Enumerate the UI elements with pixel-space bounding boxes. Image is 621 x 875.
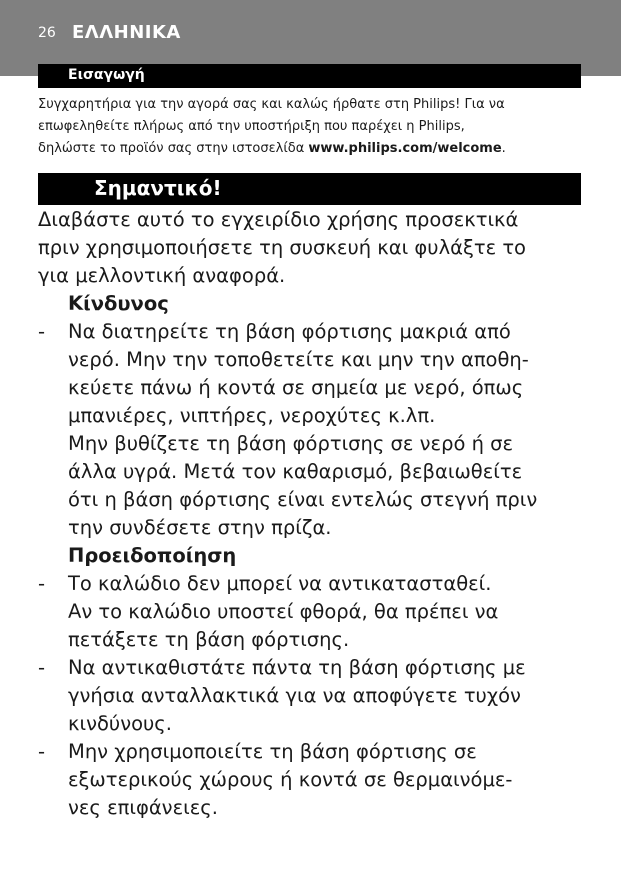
warning-line: εξωτερικούς χώρους ή κοντά σε θερμαινόμε-: [68, 768, 513, 791]
list-dash: -: [38, 740, 46, 763]
important-line: πριν χρησιμοποιήσετε τη συσκευή και φυλάξτε το: [38, 236, 526, 259]
intro-line-text: δηλώστε το προϊόν σας στην ιστοσελίδα: [38, 141, 309, 156]
danger-line: την συνδέσετε στην πρίζα.: [68, 516, 332, 539]
language-heading: ΕΛΛΗΝΙΚΑ: [72, 22, 181, 43]
registration-url: www.philips.com/welcome: [308, 141, 502, 156]
danger-line: άλλα υγρά. Μετά τον καθαρισμό, βεβαιωθείτε: [68, 460, 523, 483]
warning-line: Να αντικαθιστάτε πάντα τη βάση φόρτισης με: [68, 656, 526, 679]
important-paragraph: [38, 206, 586, 290]
warning-line: νες επιφάνειες.: [68, 796, 218, 819]
important-line: Διαβάστε αυτό το εγχειρίδιο χρήσης προσεκτικά: [38, 208, 519, 231]
intro-line: επωφεληθείτε πλήρως από την υποστήριξη που παρέχει η Philips,: [38, 119, 465, 134]
intro-line: Συγχαρητήρια για την αγορά σας και καλώς ήρθατε στη Philips! Για να: [38, 97, 505, 112]
important-title: Σημαντικό!: [94, 176, 222, 200]
warning-line: Αν το καλώδιο υποστεί φθορά, θα πρέπει να: [68, 600, 499, 623]
list-dash: -: [38, 656, 46, 679]
list-dash: -: [38, 572, 46, 595]
intro-line-end: .: [501, 141, 506, 156]
warning-line: κινδύνους.: [68, 712, 172, 735]
important-section-bar: [38, 173, 581, 205]
danger-line: ότι η βάση φόρτισης είναι εντελώς στεγνή πριν: [68, 488, 538, 511]
important-line: για μελλοντική αναφορά.: [38, 264, 286, 287]
list-dash: -: [38, 320, 46, 343]
page-number: 26: [38, 25, 56, 41]
danger-line: Να διατηρείτε τη βάση φόρτισης μακριά από: [68, 320, 511, 343]
danger-line: κεύετε πάνω ή κοντά σε σημεία με νερό, όπως: [68, 376, 524, 399]
danger-heading: Κίνδυνος: [68, 292, 169, 315]
danger-line: νερό. Μην την τοποθετείτε και μην την αποθη-: [68, 348, 529, 371]
warning-item: [38, 654, 586, 738]
danger-line: μπανιέρες, νιπτήρες, νεροχύτες κ.λπ.: [68, 404, 436, 427]
danger-item: [38, 318, 586, 542]
intro-title: Εισαγωγή: [68, 67, 145, 83]
warning-item: [38, 570, 586, 654]
warning-item: [38, 738, 586, 822]
warning-line: Το καλώδιο δεν μπορεί να αντικατασταθεί.: [68, 572, 492, 595]
warning-line: γνήσια ανταλλακτικά για να αποφύγετε τυχόν: [68, 684, 521, 707]
intro-line: [38, 138, 586, 160]
intro-paragraph: [38, 94, 586, 160]
warning-heading: Προειδοποίηση: [68, 544, 237, 567]
intro-section-bar: [38, 64, 581, 88]
warning-line: Μην χρησιμοποιείτε τη βάση φόρτισης σε: [68, 740, 477, 763]
danger-line: Μην βυθίζετε τη βάση φόρτισης σε νερό ή σε: [68, 432, 514, 455]
warning-line: πετάξετε τη βάση φόρτισης.: [68, 628, 350, 651]
